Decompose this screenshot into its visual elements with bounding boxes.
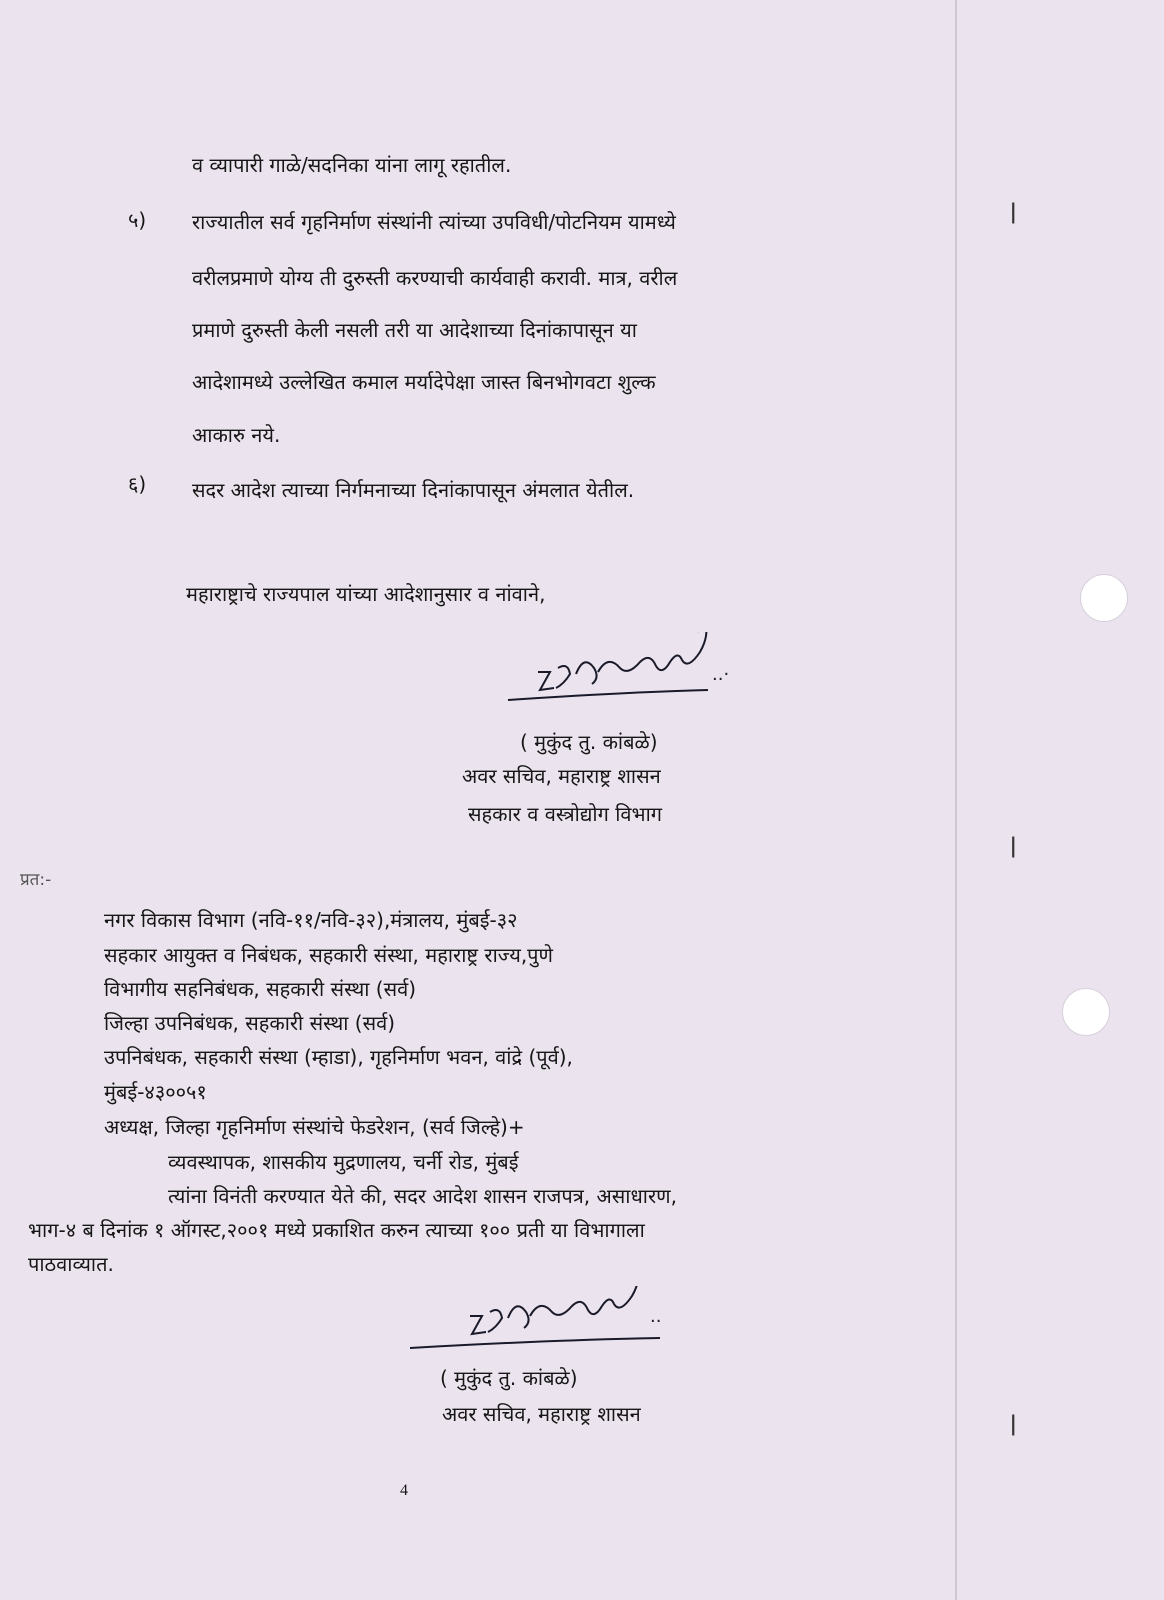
margin-mark: ǀ bbox=[1010, 834, 1017, 859]
signatory-designation: अवर सचिव, महाराष्ट्र शासन bbox=[462, 764, 661, 788]
recipient: सहकार आयुक्त व निबंधक, सहकारी संस्था, महाराष्ट्र राज्य,पुणे bbox=[104, 943, 553, 967]
recipient: भाग-४ ब दिनांक १ ऑगस्ट,२००१ मध्ये प्रकाशित करुन त्याच्या १०० प्रती या विभागाला bbox=[28, 1218, 645, 1242]
fold-line bbox=[955, 0, 957, 1600]
item-number: ६) bbox=[128, 472, 147, 496]
recipient: उपनिबंधक, सहकारी संस्था (म्हाडा), गृहनिर्माण भवन, वांद्रे (पूर्व), bbox=[104, 1045, 573, 1069]
signatory2-name: ( मुकुंद तु. कांबळे) bbox=[440, 1366, 578, 1390]
signatory-name: ( मुकुंद तु. कांबळे) bbox=[520, 730, 658, 754]
signature-1 bbox=[498, 632, 758, 722]
item-line: आदेशामध्ये उल्लेखित कमाल मर्यादेपेक्षा जास्त बिनभोगवटा शुल्क bbox=[192, 370, 656, 394]
item-line: सदर आदेश त्याच्या निर्गमनाच्या दिनांकापासून अंमलात येतील. bbox=[192, 478, 635, 502]
recipient: जिल्हा उपनिबंधक, सहकारी संस्था (सर्व) bbox=[104, 1011, 396, 1035]
page-number: 4 bbox=[400, 1482, 408, 1499]
svg-text:..: .. bbox=[650, 1306, 662, 1327]
item-number: ५) bbox=[128, 208, 147, 232]
recipient: नगर विकास विभाग (नवि-११/नवि-३२),मंत्रालय, मुंबई-३२ bbox=[104, 908, 518, 932]
recipient: मुंबई-४३००५१ bbox=[104, 1080, 207, 1104]
copy-label: प्रत:- bbox=[20, 870, 52, 890]
signatory2-designation: अवर सचिव, महाराष्ट्र शासन bbox=[442, 1402, 641, 1426]
item-line: प्रमाणे दुरुस्ती केली नसली तरी या आदेशाच्या दिनांकापासून या bbox=[192, 318, 637, 342]
recipient: व्यवस्थापक, शासकीय मुद्रणालय, चर्नी रोड, मुंबई bbox=[168, 1150, 519, 1174]
recipient: अध्यक्ष, जिल्हा गृहनिर्माण संस्थांचे फेडरेशन, (सर्व जिल्हे)+ bbox=[104, 1115, 525, 1139]
svg-text:..·: ..· bbox=[712, 664, 730, 685]
margin-mark: ǀ bbox=[1010, 1412, 1017, 1437]
item-line: राज्यातील सर्व गृहनिर्माण संस्थांनी त्यांच्या उपविधी/पोटनियम यामध्ये bbox=[192, 210, 676, 234]
recipient: पाठवाव्यात. bbox=[28, 1252, 114, 1276]
punch-hole-bottom bbox=[1062, 988, 1110, 1036]
item-line: वरीलप्रमाणे योग्य ती दुरुस्ती करण्याची कार्यवाही करावी. मात्र, वरील bbox=[192, 266, 678, 290]
punch-hole-top bbox=[1080, 574, 1128, 622]
recipient: त्यांना विनंती करण्यात येते की, सदर आदेश शासन राजपत्र, असाधारण, bbox=[168, 1184, 677, 1208]
margin-mark: ǀ bbox=[1010, 200, 1017, 225]
recipient: विभागीय सहनिबंधक, सहकारी संस्था (सर्व) bbox=[104, 977, 417, 1001]
authority-line: महाराष्ट्राचे राज्यपाल यांच्या आदेशानुसार व नांवाने, bbox=[186, 582, 546, 606]
continuation-line: व व्यापारी गाळे/सदनिका यांना लागू रहातील. bbox=[192, 153, 512, 177]
signatory-department: सहकार व वस्त्रोद्योग विभाग bbox=[468, 802, 663, 826]
item-line: आकारु नये. bbox=[192, 423, 281, 447]
signature-2 bbox=[410, 1286, 690, 1366]
